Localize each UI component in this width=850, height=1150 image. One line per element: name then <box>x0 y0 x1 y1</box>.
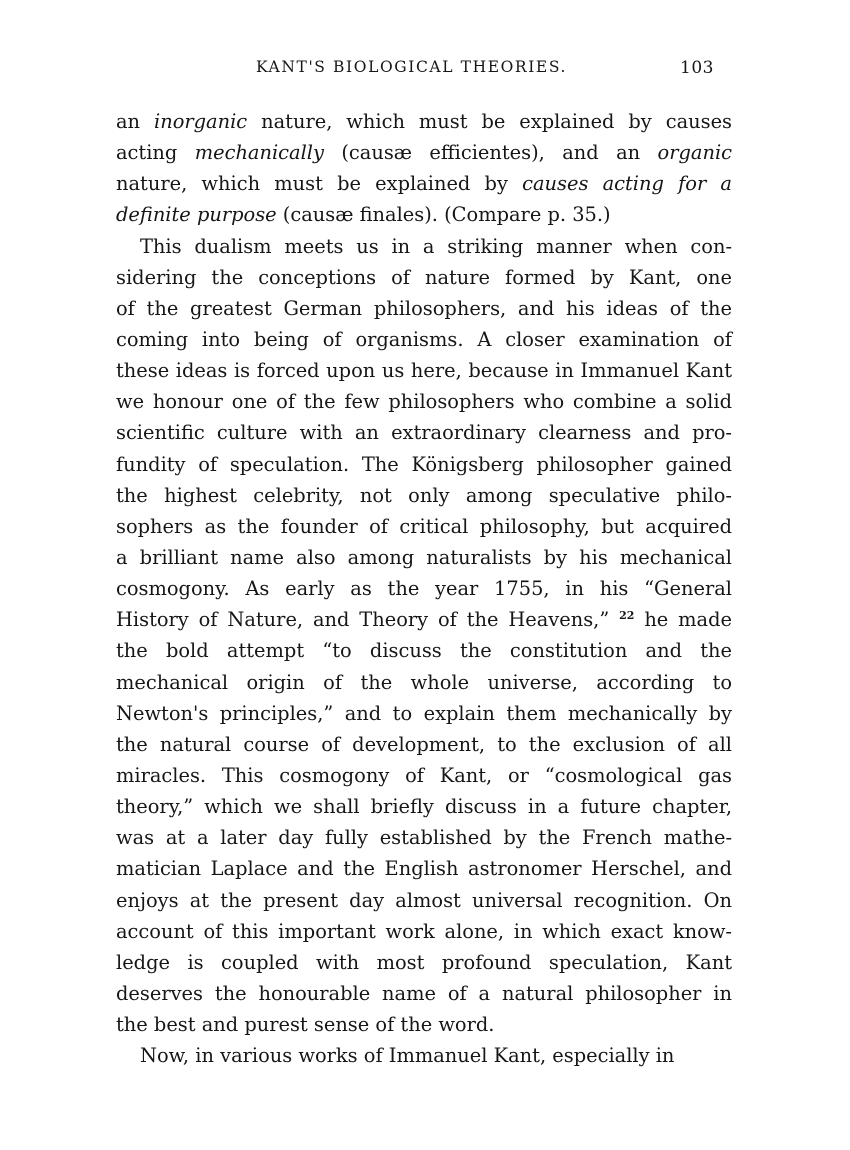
text-line: a brilliant name also among naturalists by his mechanical <box>116 545 732 569</box>
text-line: we honour one of the few philosophers who combine a solid <box>116 390 732 414</box>
text-line: of the greatest German philosophers, and his ideas of the <box>116 296 732 320</box>
text-line: coming into being of organisms. A closer examination of <box>116 327 732 351</box>
text-line: ledge is coupled with most profound speculation, Kant <box>116 950 732 974</box>
text-line: these ideas is forced upon us here, because in Immanuel Kant <box>116 359 732 383</box>
text-line: an inorganic nature, which must be explained by causes <box>116 110 732 133</box>
text-line: account of this important work alone, in which exact know- <box>116 919 732 943</box>
text-line: Now, in various works of Immanuel Kant, especially in <box>140 1044 675 1068</box>
text-line: acting mechanically (causæ efficientes), and an organic <box>116 141 733 165</box>
text-line: the highest celebrity, not only among speculative philo- <box>116 483 732 507</box>
text-line: the best and purest sense of the word. <box>116 1013 495 1037</box>
text-line: was at a later day fully established by the French mathe- <box>116 826 732 850</box>
page-number: 103 <box>680 58 714 78</box>
paragraph <box>116 231 732 1041</box>
footnote-marker: 22 <box>619 609 635 623</box>
text-line: This dualism meets us in a striking manner when con- <box>140 234 732 258</box>
running-head-title: KANT'S BIOLOGICAL THEORIES. <box>256 58 568 76</box>
text-line: Newton's principles,” and to explain them mechanically by <box>116 701 732 725</box>
text-line: matician Laplace and the English astronomer Herschel, and <box>116 857 732 881</box>
paragraph <box>116 106 732 231</box>
text-line: mechanical origin of the whole universe, according to <box>116 670 732 694</box>
text-line: theory,” which we shall briefly discuss in a future chapter, <box>116 795 732 819</box>
text-line: miracles. This cosmogony of Kant, or “cosmological gas <box>116 763 732 787</box>
text-line: definite purpose (causæ finales). (Compare p. 35.) <box>116 203 611 227</box>
text-line: sidering the conceptions of nature formed by Kant, one <box>116 265 732 289</box>
text-line: the natural course of development, to the exclusion of all <box>116 732 732 756</box>
text-line: the bold attempt “to discuss the constitution and the <box>116 639 732 663</box>
text-line: enjoys at the present day almost universal recognition. On <box>116 888 732 912</box>
text-line: cosmogony. As early as the year 1755, in his “General <box>116 577 732 601</box>
text-line: deserves the honourable name of a natural philosopher in <box>116 981 732 1005</box>
text-line: sophers as the founder of critical philosophy, but acquired <box>116 514 732 538</box>
body-text <box>116 106 732 1071</box>
text-line: nature, which must be explained by causes acting for a <box>116 172 732 196</box>
text-line: History of Nature, and Theory of the Heavens,” $^{22}$ he made <box>116 608 732 632</box>
text-line: fundity of speculation. The Königsberg philosopher gained <box>116 452 732 476</box>
paragraph <box>116 1040 732 1071</box>
text-line: scientific culture with an extraordinary clearness and pro- <box>116 421 732 445</box>
